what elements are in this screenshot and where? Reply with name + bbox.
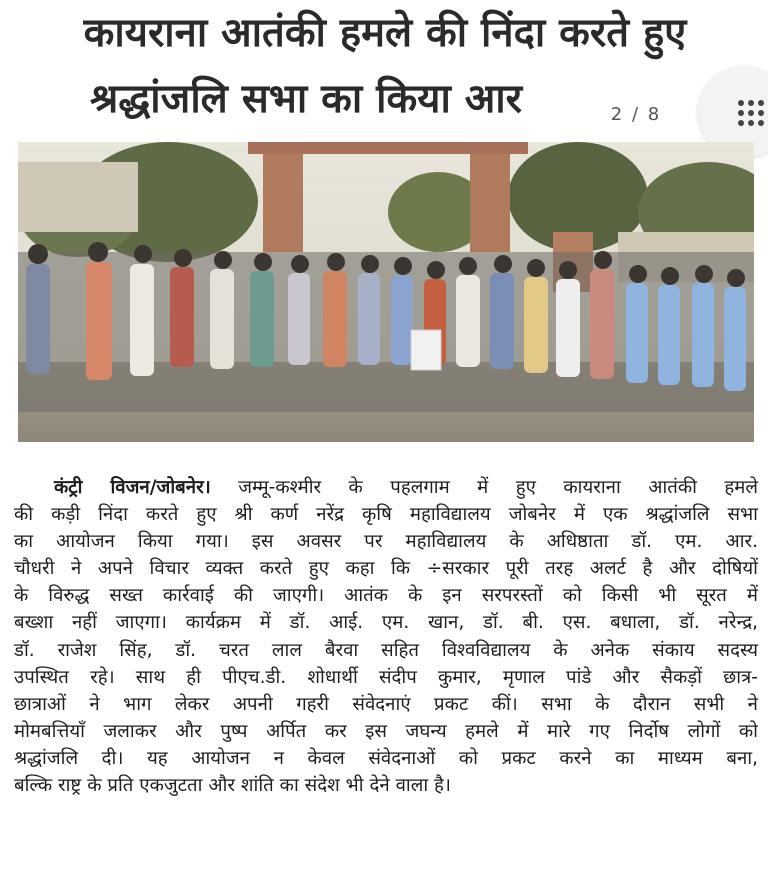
article-line-2: की कड़ी निंदा करते हुए श्री कर्ण नरेंद्र कृषि महाविद्यालय जोबनेर में एक श्रद्धांजलि सभा (14, 504, 758, 526)
article-line-4: चौधरी ने अपने विचार व्यक्त करते हुए कहा कि ÷सरकार पूरी तरह अलर्ट है और दोषियों (14, 558, 758, 580)
article-line-11: श्रद्धांजलि दी। यह आयोजन न केवल संवेदनाओं को प्रकट करने का माध्यम बना, (14, 747, 758, 769)
article-line-5: के विरुद्ध सख्त कार्रवाई की जाएगी। आतंक के इन सरपरस्तों को किसी भी सूरत में (14, 585, 758, 607)
news-photo (18, 142, 754, 442)
article-line-12: बल्कि राष्ट्र के प्रति एकजुटता और शांति का संदेश भी देने वाला है। (14, 775, 451, 797)
article-line-7: डॉ. राजेश सिंह, डॉ. चरत लाल बैरवा सहित विश्वविद्यालय के अनेक संकाय सदस्य (14, 639, 758, 661)
grid-dots-icon (738, 100, 764, 126)
page-indicator: 2 / 8 (588, 80, 684, 148)
article-line-3: का आयोजन किया गया। इस अवसर पर महाविद्यालय के अधिष्ठाता डॉ. एम. आर. (14, 531, 758, 553)
article-line-10: मोमबत्तियाँ जलाकर और पुष्प अर्पित कर इस जघन्य हमले में मारे गए निर्दोष लोगों को (14, 720, 758, 742)
dateline: कंट्री विजन/जोबनेर। (54, 477, 211, 498)
article-line-9: छात्राओं ने भाग लेकर अपनी गहरी संवेदनाएं प्रकट कीं। सभा के दौरान सभी ने (14, 693, 758, 715)
headline-line-2: श्रद्धांजलि सभा का किया आर (90, 76, 522, 122)
article-line-8: उपस्थित रहे। साथ ही पीएच.डी. शोधार्थी संदीप कुमार, मृणाल पांडे और सैकड़ों छात्र- (14, 666, 758, 688)
article-line-6: बख्शा नहीं जाएगा। कार्यक्रम में डॉ. आई. एम. खान, डॉ. बी. एस. बधाला, डॉ. नरेन्द्र, (14, 612, 758, 634)
article-body (14, 474, 758, 799)
group-photo-illustration (18, 142, 754, 442)
headline-line-1: कायराना आतंकी हमले की निंदा करते हुए (83, 10, 687, 56)
article-line-1: कंट्री विजन/जोबनेर। जम्मू-कश्मीर के पहलगाम में हुए कायराना आतंकी हमले (54, 477, 758, 498)
